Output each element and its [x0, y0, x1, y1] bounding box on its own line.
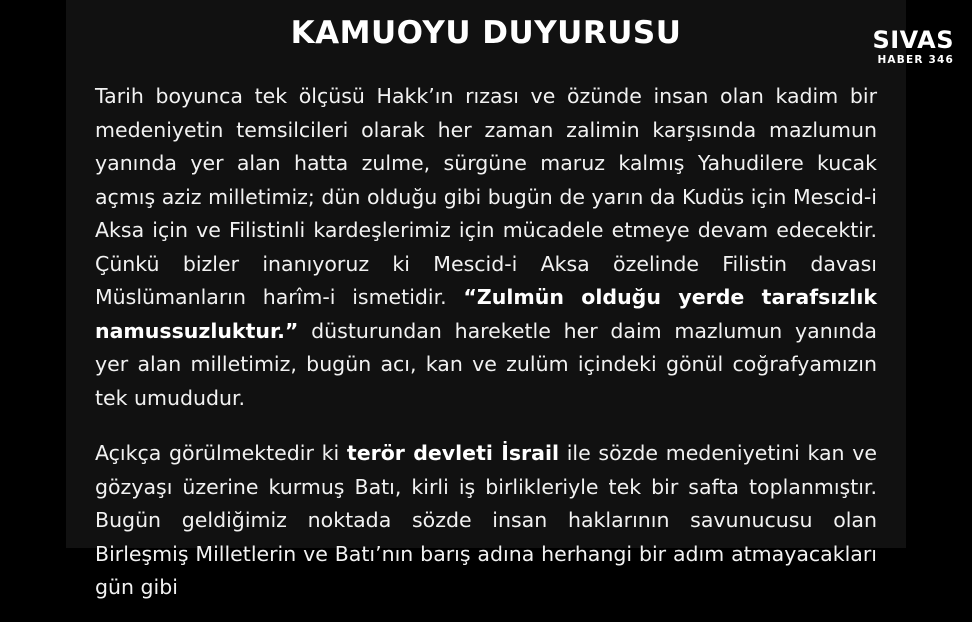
paragraph-1-quote: “Zulmün olduğu yerde tarafsızlık namussuzluktur.” [95, 285, 877, 343]
left-margin-band [0, 0, 66, 548]
brand-name: SIVAS [872, 26, 954, 54]
right-margin-band [906, 0, 972, 548]
paragraph-1-text-after-quote: düsturundan hareketle her daim mazlumun yanında yer alan milletimiz, bugün acı, kan ve zulüm içindeki gönül coğrafyamızın tek umududur. [95, 318, 877, 410]
brand-subtitle: HABER 346 [877, 54, 954, 66]
paragraph-2-text-after-bold: ile sözde medeniyetini kan ve gözyaşı üzerine kurmuş Batı, kirli iş birlikleriyle tek bir safta toplanmıştır. Bugün geldiğimiz noktada sözde insan haklarının savunucusu olan Birleşmiş Milletlerin ve Batı’nın barış adına herhangi bir adım atmayacakları gün gibi [95, 441, 877, 599]
announcement-body [95, 80, 877, 622]
paragraph-2 [95, 437, 877, 605]
paragraph-2-text-before-bold: Açıkça görülmektedir ki [95, 441, 347, 465]
paragraph-1-text-before-quote: Tarih boyunca tek ölçüsü Hakk’ın rızası ve özünde insan olan kadim bir medeniyetin temsilcileri olarak her zaman zalimin karşısında mazlumun yanında yer alan hatta zulme, sürgüne maruz kalmış Yahudilere kucak açmış aziz milletimiz; dün olduğu gibi bugün de yarın da Kudüs için Mescid-i Aksa için ve Filistinli kardeşlerimiz için mücadele etmeye devam edecektir. Çünkü bizler inanıyoruz ki Mescid-i Aksa özelinde Filistin davası Müslümanların harîm-i ismetidir. [95, 84, 877, 309]
paragraph-2-bold-phrase: terör devleti İsrail [346, 441, 560, 465]
paragraph-1 [95, 80, 877, 415]
brand-logo [824, 28, 954, 67]
page-title: KAMUOYU DUYURUSU [290, 15, 682, 51]
